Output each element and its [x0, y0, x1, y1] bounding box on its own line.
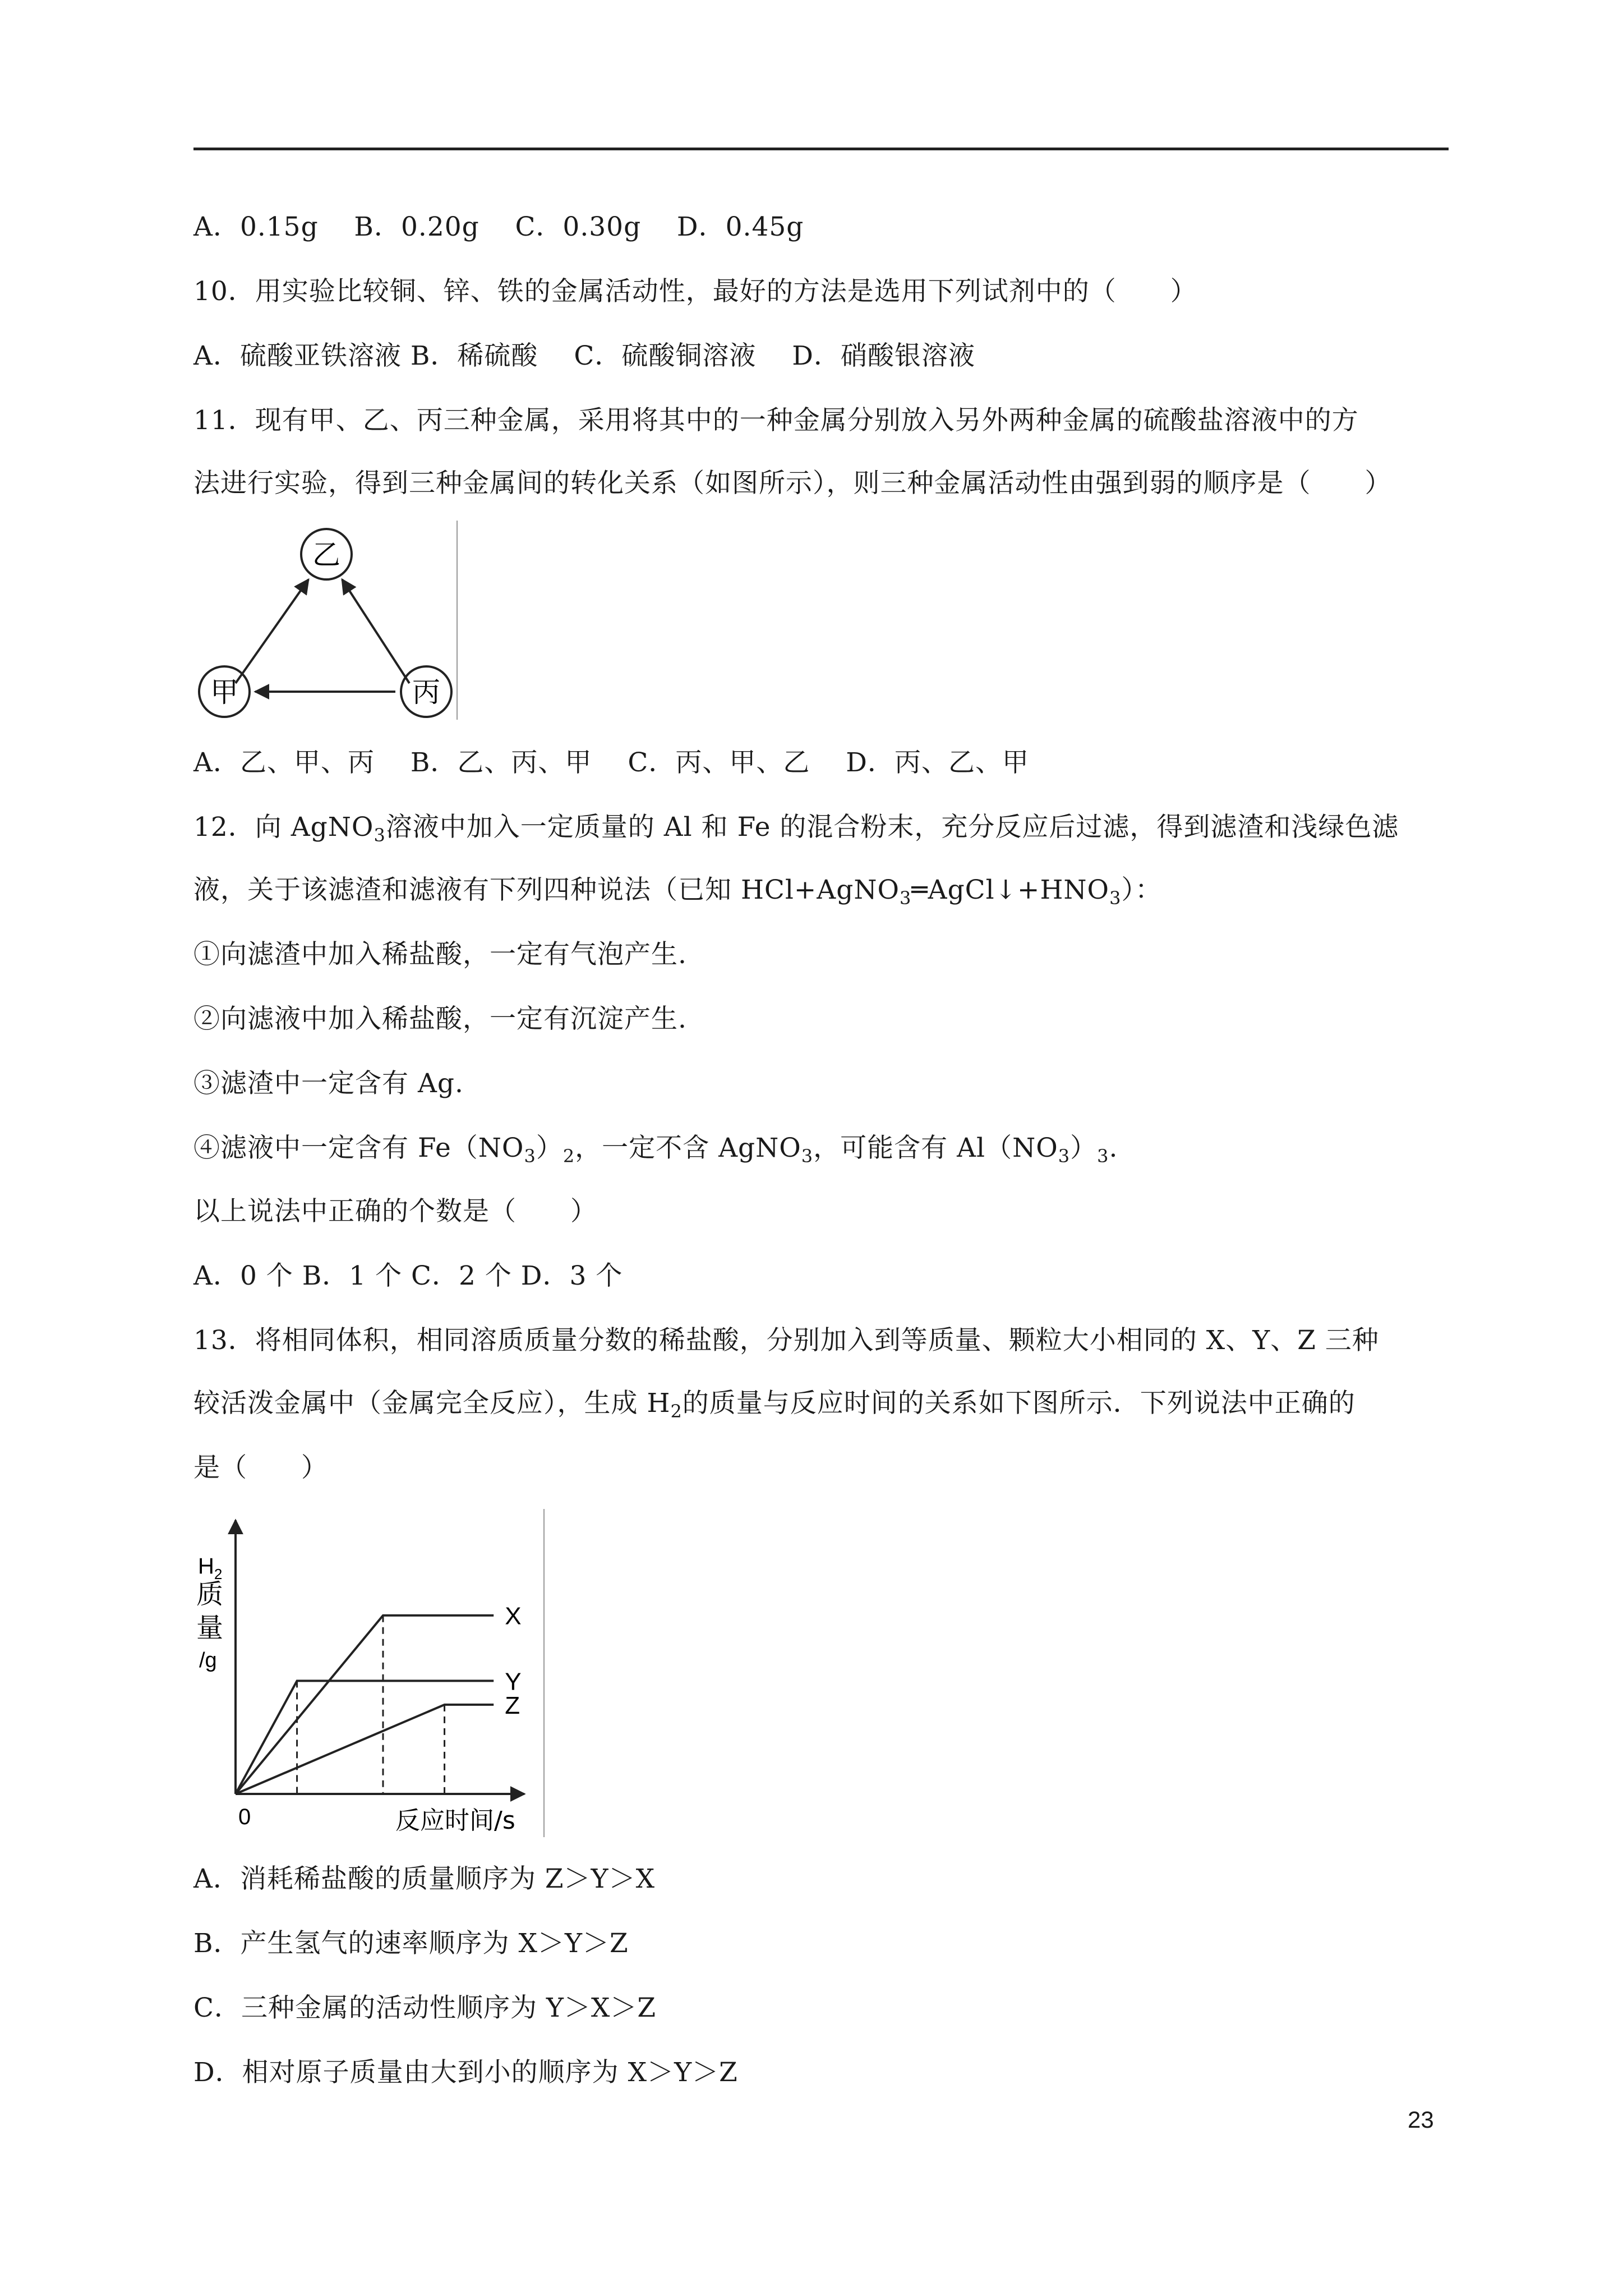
series-label-z: Z [505, 1691, 520, 1719]
q10-options: A．硫酸亚铁溶液 B．稀硫酸 C．硫酸铜溶液 D．硝酸银溶液 [193, 341, 975, 371]
q12-line2-text-b: ═AgCl↓+HNO [911, 875, 1110, 905]
q13-option-c: C．三种金属的活动性顺序为 Y＞X＞Z [193, 1993, 657, 2023]
q12-s4-text-d: ，可能含有 Al（NO [813, 1133, 1058, 1163]
q12-s4-text-b: ） [536, 1133, 563, 1163]
q12-ask: 以上说法中正确的个数是（ ） [193, 1196, 597, 1227]
q12-line2-subscript2: 3 [1109, 887, 1122, 909]
q12-s4-text-a: ④滤液中一定含有 Fe（NO [193, 1133, 524, 1163]
q13-option-b: B．产生氢气的速率顺序为 X＞Y＞Z [193, 1928, 629, 1959]
y-label-h-main: H [198, 1554, 214, 1579]
page-number: 23 [1408, 2106, 1434, 2133]
q12-s4-sub3: 3 [801, 1145, 814, 1167]
q9-options: A．0.15g B．0.20g C．0.30g D．0.45g [193, 211, 804, 242]
q12-s4-text-e: ） [1070, 1133, 1098, 1163]
q12-s4-text-c: ，一定不含 AgNO [575, 1133, 801, 1163]
q12-line1-text-b: 溶液中加入一定质量的 Al 和 Fe 的混合粉末，充分反应后过滤，得到滤渣和浅绿色滤 [385, 812, 1399, 843]
q12-line2 [193, 873, 1162, 915]
q12-line1-text-a: 12．向 AgNO [193, 812, 374, 843]
q11-stem-line2: 法进行实验，得到三种金属间的转化关系（如图所示），则三种金属活动性由强到弱的顺序是（ ） [193, 468, 1392, 499]
q12-line2-text-c: ）： [1121, 875, 1162, 905]
q12-s4-text-f: . [1109, 1133, 1118, 1163]
q12-s4-sub1: 3 [524, 1145, 536, 1167]
node-label-top: 乙 [312, 539, 340, 571]
arrow-bing-to-yi [342, 579, 409, 683]
q13-option-a: A．消耗稀盐酸的质量顺序为 Z＞Y＞X [193, 1864, 656, 1894]
q12-statement-4 [193, 1131, 1118, 1173]
x-axis-label: 反应时间/s [395, 1806, 515, 1835]
q13-line3: 是（ ） [193, 1452, 328, 1483]
q12-statement-3: ③滤渣中一定含有 Ag. [193, 1068, 464, 1099]
header-rule [193, 148, 1449, 150]
q12-line2-text-a: 液，关于该滤渣和滤液有下列四种说法（已知 HCl+AgNO [193, 875, 900, 905]
q12-s4-sub4: 3 [1058, 1145, 1071, 1167]
arrow-jia-to-yi [236, 579, 308, 683]
y-label-h-sub: 2 [214, 1566, 223, 1582]
q13-line2-subscript: 2 [670, 1401, 683, 1422]
q12-line2-subscript: 3 [900, 887, 912, 909]
series-label-y: Y [505, 1668, 522, 1696]
q12-options: A．0 个 B．1 个 C．2 个 D．3 个 [193, 1260, 623, 1291]
y-label-zhi: 质 [196, 1579, 224, 1610]
y-label-liang: 量 [196, 1612, 224, 1644]
metal-conversion-diagram [193, 521, 463, 723]
q12-statement-2: ②向滤液中加入稀盐酸，一定有沉淀产生. [193, 1004, 687, 1034]
q12-line1 [193, 811, 1399, 852]
q13-line1: 13．将相同体积，相同溶质质量分数的稀盐酸，分别加入到等质量、颗粒大小相同的 X、Y、Z 三种 [193, 1325, 1379, 1356]
series-line-z [236, 1705, 494, 1794]
origin-label: 0 [238, 1805, 251, 1829]
q11-options: A．乙、甲、丙 B．乙、丙、甲 C．丙、甲、乙 D．丙、乙、甲 [193, 747, 1029, 778]
q12-line1-subscript: 3 [374, 825, 386, 846]
q10-stem: 10．用实验比较铜、锌、铁的金属活动性，最好的方法是选用下列试剂中的（ ） [193, 276, 1197, 307]
h2-mass-time-chart [193, 1509, 550, 1840]
chart-series-group [236, 1603, 522, 1794]
q12-statement-1: ①向滤渣中加入稀盐酸，一定有气泡产生. [193, 939, 687, 970]
q11-stem-line1: 11．现有甲、乙、丙三种金属，采用将其中的一种金属分别放入另外两种金属的硫酸盐溶液中的方 [193, 405, 1359, 436]
q13-option-d: D．相对原子质量由大到小的顺序为 X＞Y＞Z [193, 2057, 738, 2088]
series-label-x: X [505, 1602, 522, 1630]
node-label-left: 甲 [210, 676, 238, 708]
y-label-unit: /g [199, 1649, 217, 1672]
node-label-right: 丙 [412, 676, 440, 708]
q13-line2 [193, 1387, 1355, 1428]
q13-line2-text-b: 的质量与反应时间的关系如下图所示．下列说法中正确的 [682, 1388, 1355, 1419]
q12-s4-sub5: 3 [1097, 1145, 1109, 1167]
q13-line2-text-a: 较活泼金属中（金属完全反应），生成 H [193, 1388, 671, 1419]
q12-s4-sub2: 2 [562, 1145, 575, 1167]
